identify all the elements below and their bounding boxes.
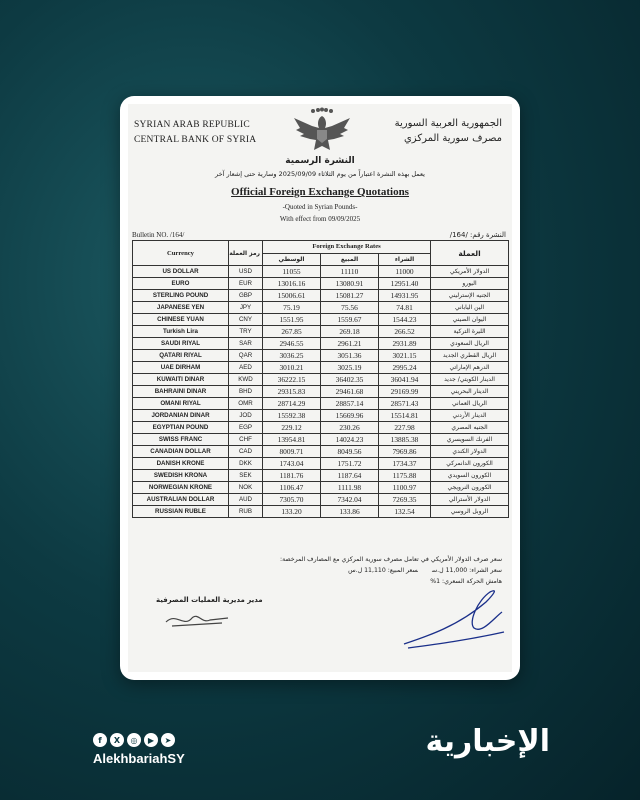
middle-rate: 11055 xyxy=(263,266,321,278)
buy-rate: 29169.99 xyxy=(379,386,431,398)
sell-rate: 36402.35 xyxy=(321,374,379,386)
currency-code: DKK xyxy=(229,458,263,470)
currency-code: QAR xyxy=(229,350,263,362)
sell-rate: 75.56 xyxy=(321,302,379,314)
currency-name-en: RUSSIAN RUBLE xyxy=(133,506,229,518)
currency-name-ar: الدولار الكندي xyxy=(431,446,509,458)
buy-rate: 7269.35 xyxy=(379,494,431,506)
middle-rate: 15006.61 xyxy=(263,290,321,302)
currency-name-en: EGYPTIAN POUND xyxy=(133,422,229,434)
exchange-bulletin-document xyxy=(128,104,512,672)
buy-rate: 132.54 xyxy=(379,506,431,518)
note-buy-rate: سعر الشراء: 11,000 ل.س xyxy=(431,567,502,574)
currency-name-ar: اليورو xyxy=(431,278,509,290)
sell-rate: 29461.68 xyxy=(321,386,379,398)
effective-date-en: With effect from 09/09/2025 xyxy=(279,215,361,223)
social-icons xyxy=(93,733,175,747)
buy-rate: 227.98 xyxy=(379,422,431,434)
table-row xyxy=(133,326,509,338)
table-row xyxy=(133,278,509,290)
currency-code: CAD xyxy=(229,446,263,458)
handwritten-signature-left xyxy=(162,608,232,630)
currency-code: CHF xyxy=(229,434,263,446)
bulletin-number-en: Bulletin NO. /164/ xyxy=(132,231,185,239)
sell-rate: 2961.21 xyxy=(321,338,379,350)
republic-name-ar: الجمهورية العربية السورية xyxy=(394,118,502,129)
header-buy: الشراء xyxy=(379,253,431,266)
header-rates: Foreign Exchange Rates xyxy=(263,241,431,254)
middle-rate: 3010.21 xyxy=(263,362,321,374)
sell-rate: 133.86 xyxy=(321,506,379,518)
sell-rate: 7342.04 xyxy=(321,494,379,506)
middle-rate: 3036.25 xyxy=(263,350,321,362)
currency-code: JOD xyxy=(229,410,263,422)
currency-name-en: SWEDISH KRONA xyxy=(133,470,229,482)
buy-rate: 7969.86 xyxy=(379,446,431,458)
exchange-rates-table xyxy=(132,240,509,518)
currency-name-en: Turkish Lira xyxy=(133,326,229,338)
table-row xyxy=(133,458,509,470)
table-row xyxy=(133,506,509,518)
table-row xyxy=(133,374,509,386)
middle-rate: 13016.16 xyxy=(263,278,321,290)
note-sell-rate: سعر المبيع: 11,110 ل.س xyxy=(348,567,418,574)
currency-code: EUR xyxy=(229,278,263,290)
middle-rate: 28714.29 xyxy=(263,398,321,410)
table-row xyxy=(133,338,509,350)
buy-rate: 28571.43 xyxy=(379,398,431,410)
instagram-icon[interactable]: ◎ xyxy=(127,733,141,747)
currency-name-en: CHINESE YUAN xyxy=(133,314,229,326)
middle-rate: 1743.04 xyxy=(263,458,321,470)
sell-rate: 3051.36 xyxy=(321,350,379,362)
bank-name-ar: مصرف سورية المركزي xyxy=(403,133,502,144)
header-currency: Currency xyxy=(133,241,229,266)
middle-rate: 75.19 xyxy=(263,302,321,314)
buy-rate: 11000 xyxy=(379,266,431,278)
bank-name-en: CENTRAL BANK OF SYRIA xyxy=(134,135,257,145)
buy-rate: 1175.88 xyxy=(379,470,431,482)
currency-code: JPY xyxy=(229,302,263,314)
sell-rate: 28857.14 xyxy=(321,398,379,410)
sell-rate: 1111.98 xyxy=(321,482,379,494)
currency-code: USD xyxy=(229,266,263,278)
note-rates xyxy=(162,565,502,576)
currency-name-en: DANISH KRONE xyxy=(133,458,229,470)
official-bulletin-title-ar: النشرة الرسمية xyxy=(285,156,355,166)
currency-code: CNY xyxy=(229,314,263,326)
sell-rate: 8049.56 xyxy=(321,446,379,458)
sell-rate: 15081.27 xyxy=(321,290,379,302)
currency-name-en: SWISS FRANC xyxy=(133,434,229,446)
currency-name-ar: الروبل الروسي xyxy=(431,506,509,518)
currency-name-en: SAUDI RIYAL xyxy=(133,338,229,350)
currency-code: AED xyxy=(229,362,263,374)
document-frame xyxy=(120,96,520,680)
middle-rate: 1106.47 xyxy=(263,482,321,494)
table-row xyxy=(133,290,509,302)
middle-rate: 7305.70 xyxy=(263,494,321,506)
currency-name-en: STERLING POUND xyxy=(133,290,229,302)
quoted-currency-note: -Quoted in Syrian Pounds- xyxy=(282,203,358,211)
sell-rate: 15669.96 xyxy=(321,410,379,422)
telegram-icon[interactable]: ➤ xyxy=(161,733,175,747)
buy-rate: 2995.24 xyxy=(379,362,431,374)
sell-rate: 1751.72 xyxy=(321,458,379,470)
table-row xyxy=(133,410,509,422)
currency-name-en: JORDANIAN DINAR xyxy=(133,410,229,422)
channel-handle: AlekhbariahSY xyxy=(93,751,185,766)
table-row xyxy=(133,398,509,410)
republic-name-en: SYRIAN ARAB REPUBLIC xyxy=(134,120,250,130)
currency-code: GBP xyxy=(229,290,263,302)
currency-name-ar: الدولار الأسترالي xyxy=(431,494,509,506)
currency-code: BHD xyxy=(229,386,263,398)
signatory-title: مدير مديرية العمليات المصرفية xyxy=(156,596,263,604)
buy-rate: 36041.94 xyxy=(379,374,431,386)
currency-name-ar: الكورون السويدي xyxy=(431,470,509,482)
currency-name-en: UAE DIRHAM xyxy=(133,362,229,374)
currency-code: SAR xyxy=(229,338,263,350)
middle-rate: 229.12 xyxy=(263,422,321,434)
table-row xyxy=(133,302,509,314)
note-margin: هامش الحركة السعري: 1% xyxy=(430,578,502,585)
buy-rate: 3021.15 xyxy=(379,350,431,362)
middle-rate: 15592.38 xyxy=(263,410,321,422)
currency-code: EGP xyxy=(229,422,263,434)
table-row xyxy=(133,266,509,278)
buy-rate: 1734.37 xyxy=(379,458,431,470)
bulletin-number-ar: النشرة رقم: /164/ xyxy=(449,231,506,239)
currency-name-en: JAPANESE YEN xyxy=(133,302,229,314)
sell-rate: 3025.19 xyxy=(321,362,379,374)
currency-name-ar: الين الياباني xyxy=(431,302,509,314)
sell-rate: 230.26 xyxy=(321,422,379,434)
currency-code: NOK xyxy=(229,482,263,494)
buy-rate: 1544.23 xyxy=(379,314,431,326)
sell-rate: 11110 xyxy=(321,266,379,278)
middle-rate: 267.85 xyxy=(263,326,321,338)
currency-name-ar: الدرهم الإماراتي xyxy=(431,362,509,374)
buy-rate: 74.81 xyxy=(379,302,431,314)
currency-name-ar: الجنيه المصري xyxy=(431,422,509,434)
header-arabic xyxy=(395,116,502,146)
alekhbariah-logo: الإخبارية xyxy=(425,724,550,759)
currency-name-ar: الكورون الدانمركي xyxy=(431,458,509,470)
table-row xyxy=(133,482,509,494)
currency-name-ar: الدينار البحريني xyxy=(431,386,509,398)
currency-name-en: QATARI RIYAL xyxy=(133,350,229,362)
buy-rate: 2931.89 xyxy=(379,338,431,350)
table-row xyxy=(133,314,509,326)
currency-code: KWD xyxy=(229,374,263,386)
table-row xyxy=(133,350,509,362)
middle-rate: 29315.83 xyxy=(263,386,321,398)
sell-rate: 1187.64 xyxy=(321,470,379,482)
currency-name-ar: الريال العماني xyxy=(431,398,509,410)
buy-rate: 1100.97 xyxy=(379,482,431,494)
header-middle: الوسطي xyxy=(263,253,321,266)
currency-name-en: NORWEGIAN KRONE xyxy=(133,482,229,494)
table-row xyxy=(133,386,509,398)
currency-code: TRY xyxy=(229,326,263,338)
currency-name-ar: الليرة التركية xyxy=(431,326,509,338)
table-row xyxy=(133,446,509,458)
currency-name-ar: الدينار الكويتي/ جديد xyxy=(431,374,509,386)
currency-code: RUB xyxy=(229,506,263,518)
currency-name-en: KUWAITI DINAR xyxy=(133,374,229,386)
buy-rate: 13885.38 xyxy=(379,434,431,446)
eagle-emblem-icon xyxy=(290,106,354,154)
currency-name-ar: الفرنك السويسري xyxy=(431,434,509,446)
table-row xyxy=(133,470,509,482)
buy-rate: 12951.40 xyxy=(379,278,431,290)
currency-name-ar: الريال القطري الجديد xyxy=(431,350,509,362)
sell-rate: 269.18 xyxy=(321,326,379,338)
document-title: Official Foreign Exchange Quotations xyxy=(231,186,409,198)
youtube-icon[interactable]: ▶ xyxy=(144,733,158,747)
currency-name-en: BAHRAINI DINAR xyxy=(133,386,229,398)
currency-code: OMR xyxy=(229,398,263,410)
facebook-icon[interactable]: f xyxy=(93,733,107,747)
currency-name-ar: الجنيه الإسترليني xyxy=(431,290,509,302)
currency-name-en: EURO xyxy=(133,278,229,290)
buy-rate: 15514.81 xyxy=(379,410,431,422)
currency-name-en: AUSTRALIAN DOLLAR xyxy=(133,494,229,506)
currency-name-en: OMANI RIYAL xyxy=(133,398,229,410)
middle-rate: 13954.81 xyxy=(263,434,321,446)
effective-date-ar: يعمل بهذه النشرة اعتباراً من يوم الثلاثاء 2025/09/09 وسارية حتى إشعار آخر xyxy=(215,170,425,178)
currency-name-en: CANADIAN DOLLAR xyxy=(133,446,229,458)
header-english xyxy=(134,118,256,148)
middle-rate: 36222.15 xyxy=(263,374,321,386)
handwritten-signature-right xyxy=(398,582,508,652)
table-row xyxy=(133,434,509,446)
currency-code: AUD xyxy=(229,494,263,506)
header-sell: المبيع xyxy=(321,253,379,266)
middle-rate: 2946.55 xyxy=(263,338,321,350)
middle-rate: 133.20 xyxy=(263,506,321,518)
buy-rate: 266.52 xyxy=(379,326,431,338)
sell-rate: 13080.91 xyxy=(321,278,379,290)
table-row xyxy=(133,494,509,506)
currency-name-ar: الكورون النرويجي xyxy=(431,482,509,494)
rates-body xyxy=(133,266,509,518)
x-icon[interactable]: X xyxy=(110,733,124,747)
currency-name-ar: الدولار الأمريكي xyxy=(431,266,509,278)
table-row xyxy=(133,422,509,434)
middle-rate: 1551.95 xyxy=(263,314,321,326)
currency-name-en: US DOLLAR xyxy=(133,266,229,278)
table-row xyxy=(133,362,509,374)
middle-rate: 1181.76 xyxy=(263,470,321,482)
sell-rate: 1559.67 xyxy=(321,314,379,326)
currency-name-ar: اليوان الصيني xyxy=(431,314,509,326)
middle-rate: 8009.71 xyxy=(263,446,321,458)
note-usd-rate: سعر صرف الدولار الأمريكي في تعامل مصرف سورية المركزي مع المصارف المرخصة: xyxy=(280,556,502,563)
header-currency-code: رمز العملة xyxy=(229,241,263,266)
header-currency-ar: العملة xyxy=(431,241,509,266)
currency-name-ar: الدينار الأردني xyxy=(431,410,509,422)
buy-rate: 14931.95 xyxy=(379,290,431,302)
currency-name-ar: الريال السعودي xyxy=(431,338,509,350)
currency-code: SEK xyxy=(229,470,263,482)
sell-rate: 14024.23 xyxy=(321,434,379,446)
